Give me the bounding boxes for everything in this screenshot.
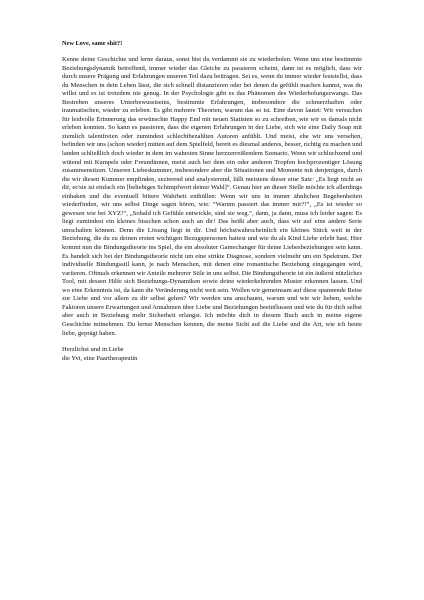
signature-line: die Yvi, eine Paartherapeutin: [62, 354, 138, 362]
closing-line: Herzlichst und in Liebe: [62, 346, 124, 354]
signature-block: [62, 346, 362, 363]
document-title: New Love, same shit?!: [62, 40, 123, 47]
document-page: [62, 40, 362, 363]
document-body: Kenne deine Geschichte und lerne daraus, sonst bist du verdammt sie zu wiederholen. Wenn uns eine bestimmte Beziehungsdynamik betreffend, immer wieder das Gleiche zu passieren scheint, dann ist es möglich, dass wir durch unsere Prägung und Erfahrungen unseren Teil dazu beitragen. Sei es, wenn du immer wieder feststellst, dass du Menschen in dein Leben lässt, die sich schnell distanzieren oder bei denen du gefühlt machen kannst, was du willst und es ist trotzdem nie genug. In der Psychologie gibt es das Phänomen des Wiederholungszwangs. Das Bestreben unseres Unterbewusstseins, bestimmte Erfahrungen, insbesondere die schmerzhaften oder traumatischen, wieder zu erleben. Es gibt mehrere Theorien, warum das so ist. Eine davon lautet: Wir versuchen für leidvolle Erinnerung das erwünschte Happy End mit neuen Statisten so zu schreiben, wie wir es damals nicht erleben konnten. So kann es passieren, dass die eigenen Erfahrungen in der Liebe, sich wie eine Daily Soap mit ziemlich talentfreien oder zumindest schlechtbezahlten Autoren anfühlt. Und meist, ehe wir uns versehen, befinden wir uns (schon wieder) mitten auf dem Spielfeld, bereit es diesmal anderes, besser, richtig zu machen und landen schließlich doch wieder in dem im wahrsten Sinne herzzerreißendem Szenario. Wenn wir schluchzend und wütend mit Kumpels oder Freundinnen, meist auch bei dem ein oder anderen Tropfen hochprozentiger Lösung zusammensitzen. Unseren Liebeskummer, insbesondere aber die Situationen und Momente mit denjenigen, durch die wir diesen Kummer empfinden, sezierend und analysierend, fällt meistens dieser eine Satz: „Es liegt nicht an dir, er/sie ist einfach ein [beliebiges Schimpfwort deiner Wahl]“. Genau hier an dieser Stelle möchte ich allerdings einhaken und die eventuell bittere Wahrheit enthüllen: Wenn wir uns in immer ähnlichen Begebenheiten wiederfinden, wir uns selbst Dinge sagen hören, wie: “Warum passiert das immer mir?!”, „Es ist wieder so gewesen wie bei XYZ!“, „Sobald ich Gefühle entwickle, sind sie weg.“, dann, ja dann, muss ich leider sagen: Es liegt zumindest ein kleines bisschen schon auch an dir! Das heißt aber auch, dass wir auf eine andere Serie umschalten können. Denn die Lösung liegt in dir. Und höchstwahrscheinlich ein kleines Stück weit in der Beziehung, die du zu deinen ersten wichtigen Bezugspersonen hattest und wie du als Kind Liebe erlebt hast. Hier kommt nun die Bindungstheorie ins Spiel, die ein absoluter Gamechanger für deine Liebesbeziehungen sein kann. Es handelt sich bei der Bindungstheorie nicht um eine strikte Diagnose, sondern vielmehr um ein Spektrum. Der individuelle Bindungsstil kann, je nach Menschen, mit denen eine romantische Beziehung eingegangen wird, variieren. Oftmals erkennen wir Anteile mehrerer Stile in uns selbst. Die Bindungstheorie ist ein äußerst nützliches Tool, mit dessen Hilfe sich Beziehungs-Dynamiken sowie deine wiederkehrenden Muster erkennen lassen. Und wo eine Erkenntnis ist, da kann die Veränderung nicht weit sein. Wollen wir gemeinsam auf diese spannende Reise zur Liebe und vor allem zu dir selbst gehen? Wir werden uns anschauen, warum und wie wir lieben, welche Faktoren unsere Erwartungen und Annahmen über Liebe und Beziehungen beeinflussen und wie du für dich selbst aber auch in Beziehung mehr Sicherheit erlangst. Ich möchte dich in diesem Buch auch in meine eigene Geschichte mitnehmen. Du lernst Menschen kennen, die meine Sicht auf die Liebe und die Art, wie ich heute liebe, geprägt haben.: [62, 56, 362, 337]
